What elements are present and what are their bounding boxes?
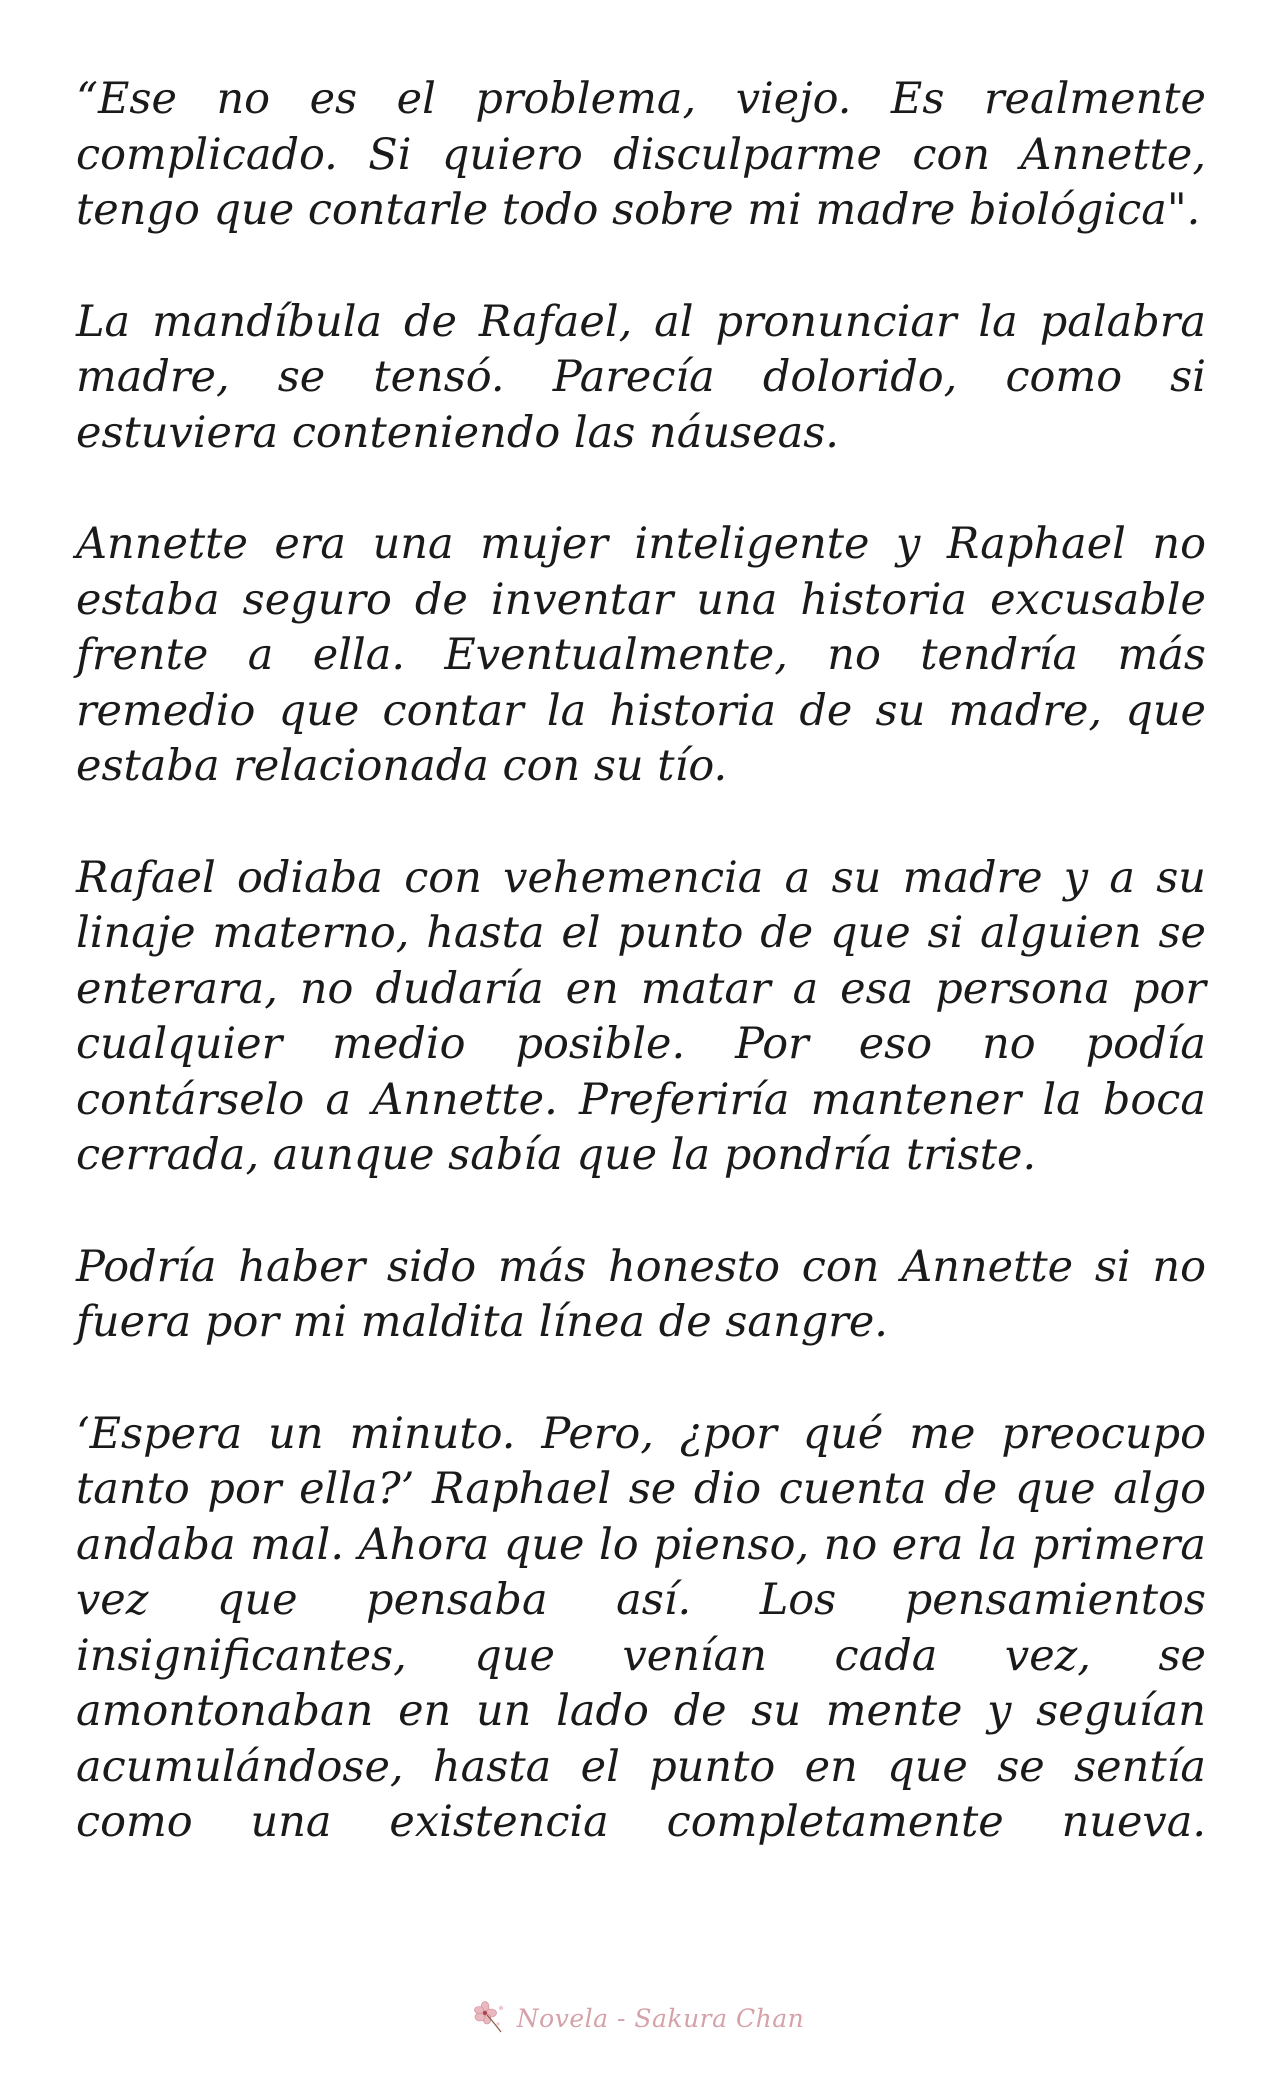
story-text — [76, 72, 1206, 1907]
paragraph: “Ese no es el problema, viejo. Es realmente complicado. Si quiero disculparme con Annette, tengo que contarle todo sobre mi madre biológica". — [76, 74, 1206, 235]
footer-label: Novela - Sakura Chan — [516, 2003, 805, 2033]
paragraph: ‘Espera un minuto. Pero, ¿por qué me preocupo tanto por ella?’ Raphael se dio cuenta de que algo andaba mal. Ahora que lo pienso, no era la primera vez que pensaba así. Los pensamientos insignificantes, que venían cada vez, se amontonaban en un lado de su mente y seguían acumulándose, hasta el punto en que se sentía como una existencia completamente nueva. — [76, 1408, 1206, 1847]
paragraph: La mandíbula de Rafael, al pronunciar la palabra madre, se tensó. Parecía dolorido, como si estuviera conteniendo las náuseas. — [76, 296, 1206, 458]
footer-watermark — [0, 1998, 1275, 2038]
paragraph: Annette era una mujer inteligente y Raphael no estaba seguro de inventar una historia excusable frente a ella. Eventualmente, no tendría más remedio que contar la historia de su madre, que estaba relacionada con su tío. — [76, 519, 1206, 791]
sakura-flower-icon — [471, 1998, 511, 2038]
footer-inner — [471, 1998, 804, 2038]
paragraph: Rafael odiaba con vehemencia a su madre y a su linaje materno, hasta el punto de que si alguien se enterara, no dudaría en matar a esa persona por cualquier medio posible. Por eso no podía contárselo a Annette. Preferiría mantener la boca cerrada, aunque sabía que la pondría triste. — [76, 852, 1206, 1180]
paragraph: Podría haber sido más honesto con Annette si no fuera por mi maldita línea de sangre. — [76, 1241, 1206, 1347]
